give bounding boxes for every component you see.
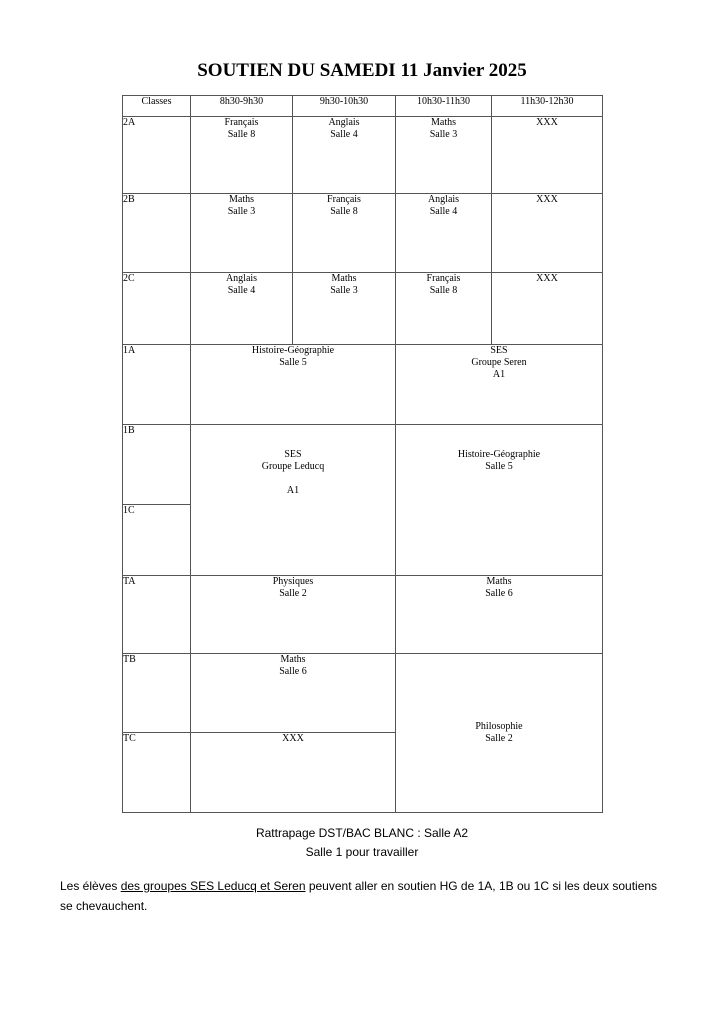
schedule-cell: XXX bbox=[492, 117, 603, 194]
class-label: 1C bbox=[123, 505, 191, 576]
schedule-cell bbox=[396, 273, 492, 345]
subject: Français bbox=[224, 117, 259, 128]
footer-line-2: Salle 1 pour travailler bbox=[305, 845, 419, 859]
room: A1 bbox=[286, 485, 300, 496]
subject: Maths bbox=[331, 273, 357, 284]
room: Salle 8 bbox=[429, 285, 458, 296]
subject: Français bbox=[426, 273, 461, 284]
room: Salle 4 bbox=[429, 206, 458, 217]
schedule-cell bbox=[191, 117, 293, 194]
schedule-cell bbox=[396, 117, 492, 194]
schedule-cell bbox=[293, 194, 396, 273]
group: Groupe Leducq bbox=[261, 461, 325, 472]
table-row bbox=[123, 654, 603, 733]
subject: Philosophie bbox=[475, 721, 523, 732]
class-label: TA bbox=[123, 576, 191, 654]
room: Salle 6 bbox=[485, 588, 513, 599]
schedule-cell bbox=[191, 345, 396, 425]
group: Groupe Seren bbox=[471, 357, 527, 368]
header-cell: 8h30-9h30 bbox=[191, 96, 293, 117]
schedule-cell bbox=[293, 117, 396, 194]
room: Salle 4 bbox=[330, 129, 358, 140]
schedule-cell bbox=[396, 345, 603, 425]
room: Salle 5 bbox=[485, 461, 513, 472]
schedule-cell bbox=[191, 425, 396, 576]
schedule-cell: XXX bbox=[492, 194, 603, 273]
table-row bbox=[123, 576, 603, 654]
schedule-table bbox=[122, 95, 603, 813]
header-cell: Classes bbox=[123, 96, 191, 117]
schedule-cell bbox=[396, 654, 603, 813]
header-cell: 11h30-12h30 bbox=[492, 96, 603, 117]
class-label: 1B bbox=[123, 425, 191, 505]
schedule-cell bbox=[191, 194, 293, 273]
room: Salle 3 bbox=[227, 206, 256, 217]
note-text-start: Les élèves bbox=[60, 879, 121, 893]
header-cell: 10h30-11h30 bbox=[396, 96, 492, 117]
note-underlined-text: des groupes SES Leducq et Seren bbox=[120, 879, 306, 893]
note-text-end: peuvent aller en soutien HG de 1A, 1B ou 1C si les deux soutiens se chevauchent. bbox=[60, 879, 658, 913]
subject: Physiques bbox=[272, 576, 314, 587]
schedule-cell bbox=[396, 425, 603, 576]
subject: Maths bbox=[229, 194, 254, 205]
table-row bbox=[123, 425, 603, 505]
class-label: TB bbox=[123, 654, 191, 733]
table-row bbox=[123, 345, 603, 425]
schedule-cell bbox=[191, 654, 396, 733]
schedule-cell bbox=[396, 576, 603, 654]
room: Salle 3 bbox=[429, 129, 458, 140]
room: Salle 2 bbox=[485, 733, 513, 744]
schedule-cell: XXX bbox=[492, 273, 603, 345]
class-label: 2C bbox=[123, 273, 191, 345]
table-row bbox=[123, 273, 603, 345]
schedule-cell bbox=[396, 194, 492, 273]
room: Salle 5 bbox=[279, 357, 307, 368]
page-title: SOUTIEN DU SAMEDI 11 Janvier 2025 bbox=[197, 60, 527, 81]
schedule-cell bbox=[191, 273, 293, 345]
table-row bbox=[123, 194, 603, 273]
room: Salle 2 bbox=[279, 588, 307, 599]
subject: Maths bbox=[431, 117, 456, 128]
header-row bbox=[123, 96, 603, 117]
room: Salle 6 bbox=[279, 666, 307, 677]
subject: Histoire-Géographie bbox=[251, 345, 335, 356]
room: Salle 4 bbox=[227, 285, 256, 296]
footer-line-1: Rattrapage DST/BAC BLANC : Salle A2 bbox=[255, 826, 469, 840]
schedule-cell: XXX bbox=[191, 733, 396, 813]
subject: Anglais bbox=[225, 273, 258, 284]
table-row bbox=[123, 117, 603, 194]
subject: Français bbox=[327, 194, 361, 205]
subject: SES bbox=[490, 345, 508, 356]
subject: Maths bbox=[280, 654, 306, 665]
class-label: 1A bbox=[123, 345, 191, 425]
note-paragraph bbox=[60, 876, 660, 916]
room: Salle 8 bbox=[227, 129, 256, 140]
room: A1 bbox=[492, 369, 506, 380]
class-label: TC bbox=[123, 733, 191, 813]
class-label: 2B bbox=[123, 194, 191, 273]
subject: Maths bbox=[486, 576, 512, 587]
subject: SES bbox=[284, 449, 302, 460]
header-cell: 9h30-10h30 bbox=[293, 96, 396, 117]
schedule-cell bbox=[191, 576, 396, 654]
schedule-cell bbox=[293, 273, 396, 345]
subject: Histoire-Géographie bbox=[457, 449, 541, 460]
room: Salle 8 bbox=[330, 206, 358, 217]
class-label: 2A bbox=[123, 117, 191, 194]
room: Salle 3 bbox=[330, 285, 358, 296]
subject: Anglais bbox=[427, 194, 460, 205]
spacer bbox=[191, 473, 395, 485]
subject: Anglais bbox=[328, 117, 360, 128]
